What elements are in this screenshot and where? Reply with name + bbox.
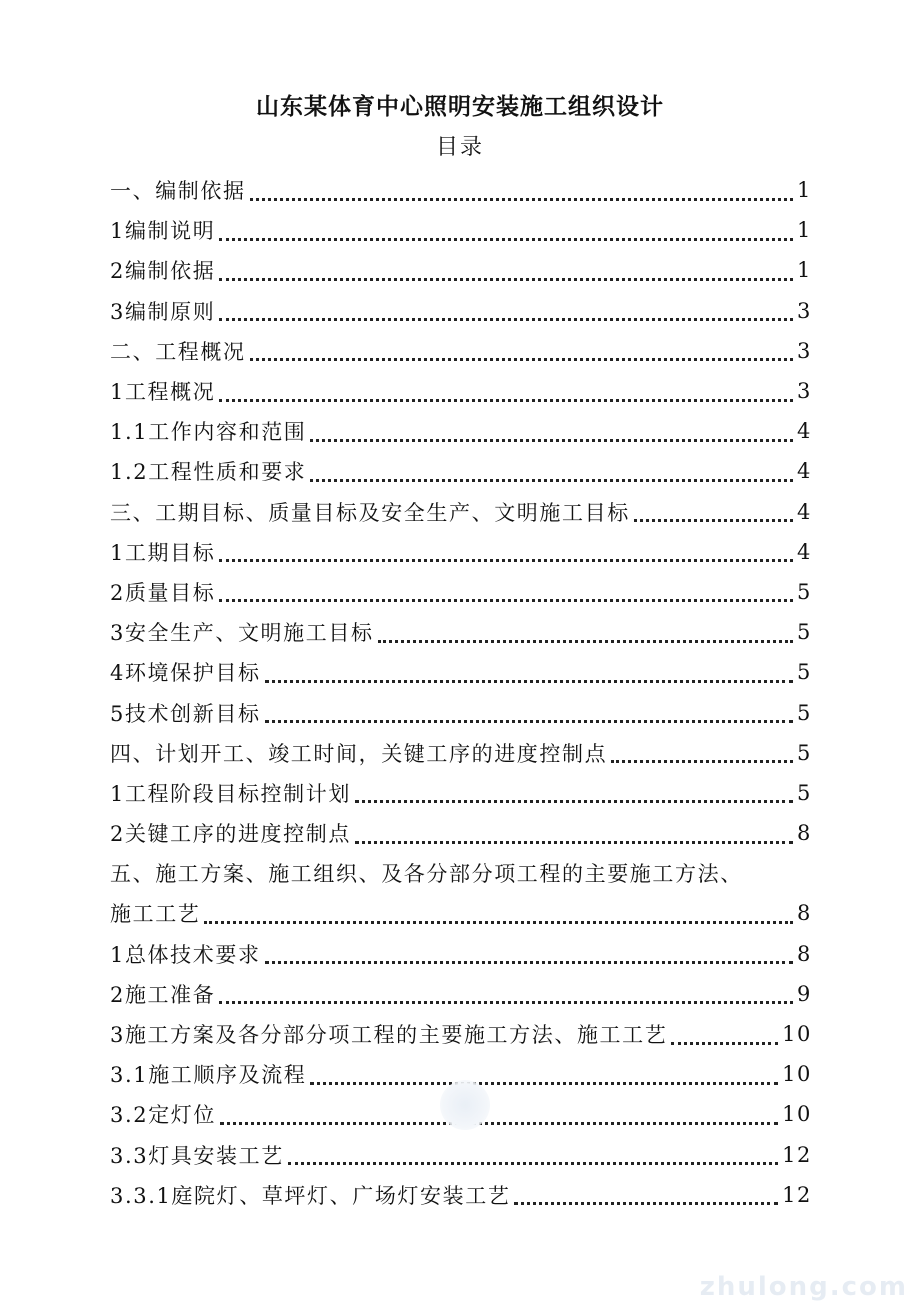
toc-heading: 目录 (435, 135, 484, 160)
toc-entry-text: 1总体技术要求 (110, 942, 261, 967)
toc-entry-text: 2编制依据 (110, 259, 216, 284)
toc-page-number: 1 (797, 178, 812, 203)
toc-page-number: 4 (797, 499, 812, 524)
toc-dot-leader (288, 1140, 778, 1165)
toc-dot-leader (514, 1180, 778, 1205)
toc-dot-leader (671, 1020, 778, 1045)
toc-entry-text: 施工工艺 (110, 902, 201, 927)
toc-list (110, 934, 812, 1215)
toc-page-number: 10 (782, 1102, 812, 1127)
toc-page-number: 10 (782, 1062, 812, 1087)
toc-entry-text: 3安全生产、文明施工目标 (110, 621, 374, 646)
toc-dot-leader (250, 336, 793, 361)
toc-dot-leader (355, 819, 793, 844)
toc-dot-leader (219, 537, 793, 562)
toc-page-number: 12 (782, 1142, 812, 1167)
toc-dot-leader (219, 577, 793, 602)
toc-entry-text: 1工程阶段目标控制计划 (110, 781, 351, 806)
toc-entry-text: 1工期目标 (110, 540, 216, 565)
toc-entry[interactable] (110, 692, 812, 732)
toc-entry-wrapped-first-line[interactable] (110, 853, 812, 893)
toc-entry[interactable] (110, 371, 812, 411)
toc-dot-leader (250, 176, 793, 201)
toc-entry[interactable] (110, 210, 812, 250)
toc-entry[interactable] (110, 1135, 812, 1175)
toc-entry[interactable] (110, 291, 812, 331)
toc-list (110, 170, 812, 853)
toc-entry[interactable] (110, 331, 812, 371)
toc-page-number: 3 (797, 338, 812, 363)
toc-dot-leader (265, 939, 793, 964)
toc-entry[interactable] (110, 733, 812, 773)
toc-page-number: 4 (797, 539, 812, 564)
toc-dot-leader (219, 377, 793, 402)
toc-entry[interactable] (110, 612, 812, 652)
toc-entry[interactable] (110, 451, 812, 491)
toc-dot-leader (219, 296, 793, 321)
toc-entry-text: 三、工期目标、质量目标及安全生产、文明施工目标 (110, 500, 630, 525)
toc-entry-text: 3.2定灯位 (110, 1103, 216, 1128)
toc-dot-leader (634, 497, 793, 522)
toc-entry-text: 2施工准备 (110, 982, 216, 1007)
toc-entry-text: 1工程概况 (110, 380, 216, 405)
toc-entry[interactable] (110, 411, 812, 451)
toc-entry[interactable] (110, 170, 812, 210)
toc-dot-leader (310, 457, 793, 482)
toc-dot-leader (378, 618, 793, 643)
watermark-logo-icon (440, 1080, 490, 1130)
toc-dot-leader (265, 698, 793, 723)
toc-entry-text: 五、施工方案、施工组织、及各分部分项工程的主要施工方法、 (110, 862, 743, 887)
toc-entry[interactable] (110, 250, 812, 290)
toc-entry[interactable] (110, 532, 812, 572)
document-title: 山东某体育中心照明安装施工组织设计 (256, 93, 664, 120)
toc-dot-leader (611, 738, 793, 763)
toc-page-number: 1 (797, 218, 812, 243)
toc-entry[interactable] (110, 813, 812, 853)
toc-page-number: 5 (797, 780, 812, 805)
toc-page-number: 4 (797, 419, 812, 444)
toc-entry[interactable] (110, 1014, 812, 1054)
toc-entry[interactable] (110, 934, 812, 974)
toc-page-number: 5 (797, 700, 812, 725)
toc-entry-text: 一、编制依据 (110, 179, 246, 204)
toc-dot-leader (219, 216, 793, 241)
toc-entry-text: 3.3.1庭院灯、草坪灯、广场灯安装工艺 (110, 1183, 511, 1208)
toc-entry-text: 5技术创新目标 (110, 701, 261, 726)
toc-entry-text: 3.3灯具安装工艺 (110, 1143, 284, 1168)
toc-page-number: 5 (797, 740, 812, 765)
toc-entry-text: 1编制说明 (110, 219, 216, 244)
toc-dot-leader (265, 658, 793, 683)
toc-page-number: 5 (797, 579, 812, 604)
toc-entry[interactable] (110, 492, 812, 532)
toc-entry[interactable] (110, 652, 812, 692)
toc-entry-text: 3编制原则 (110, 299, 216, 324)
toc-entry-text: 2质量目标 (110, 580, 216, 605)
toc-dot-leader (310, 417, 793, 442)
toc-entry[interactable] (110, 572, 812, 612)
toc-dot-leader (204, 899, 793, 924)
watermark: zhulong.com (699, 1272, 908, 1302)
toc-page-number: 12 (782, 1182, 812, 1207)
toc-page-number: 4 (797, 459, 812, 484)
toc-dot-leader (355, 778, 793, 803)
toc-page-number: 8 (797, 821, 812, 846)
toc-page-number: 5 (797, 660, 812, 685)
toc-entry-text: 3施工方案及各分部分项工程的主要施工方法、施工工艺 (110, 1023, 668, 1048)
toc-entry-text: 1.1工作内容和范围 (110, 420, 307, 445)
toc-page-number: 9 (797, 981, 812, 1006)
toc-page-number: 3 (797, 298, 812, 323)
toc-dot-leader (219, 256, 793, 281)
toc-page-number: 10 (782, 1022, 812, 1047)
toc-page-number: 3 (797, 379, 812, 404)
toc-entry-text: 二、工程概况 (110, 339, 246, 364)
toc-entry[interactable] (110, 974, 812, 1014)
toc-dot-leader (310, 1060, 778, 1085)
toc-entry-text: 1.2工程性质和要求 (110, 460, 307, 485)
toc-entry-text: 3.1施工顺序及流程 (110, 1063, 307, 1088)
toc-dot-leader (219, 979, 793, 1004)
toc-page-number: 5 (797, 620, 812, 645)
toc-entry-text: 4环境保护目标 (110, 661, 261, 686)
toc-page-number: 8 (797, 901, 812, 926)
toc-entry-wrapped-second-line[interactable] (110, 893, 812, 933)
toc-page-number: 8 (797, 941, 812, 966)
toc-page-number: 1 (797, 258, 812, 283)
toc-dot-leader (220, 1100, 778, 1125)
toc-entry-text: 四、计划开工、竣工时间，关键工序的进度控制点 (110, 741, 608, 766)
toc-entry-text: 2关键工序的进度控制点 (110, 822, 351, 847)
toc-entry[interactable] (110, 1175, 812, 1215)
toc-entry[interactable] (110, 773, 812, 813)
table-of-contents (110, 170, 812, 1215)
